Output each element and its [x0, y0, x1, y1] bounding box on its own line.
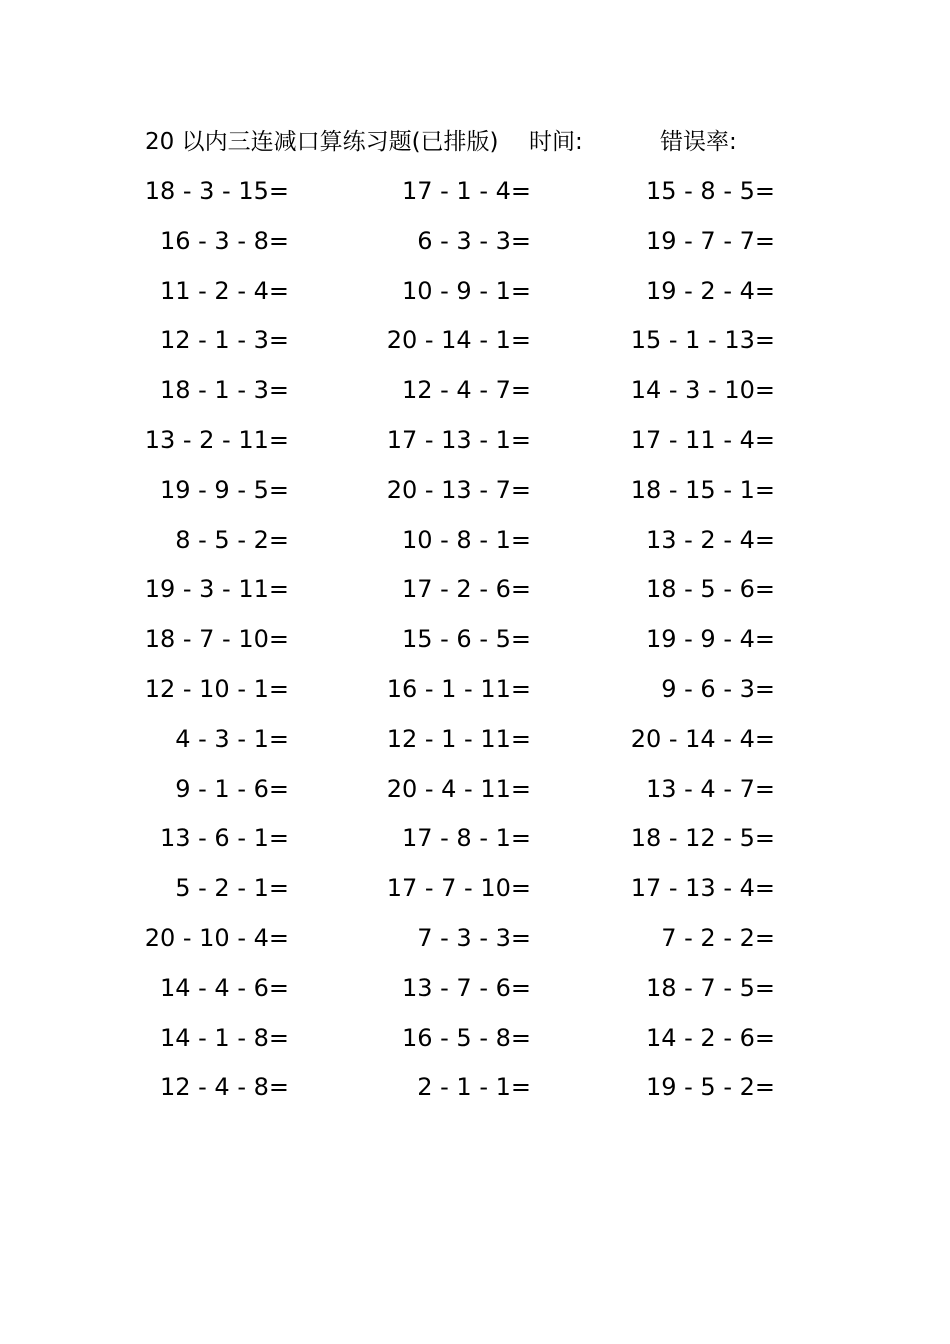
problem-row [0, 173, 950, 223]
problem-cell: 18 - 1 - 3= [159, 376, 289, 405]
problem-row [0, 721, 950, 771]
problem-cell: 20 - 10 - 4= [144, 923, 289, 952]
problem-cell: 19 - 9 - 4= [645, 625, 775, 654]
problem-cell: 18 - 15 - 1= [630, 475, 775, 504]
problem-cell: 16 - 5 - 8= [401, 1023, 531, 1052]
problem-cell: 10 - 9 - 1= [401, 276, 531, 305]
problem-cell: 4 - 3 - 1= [175, 724, 289, 753]
problem-row [0, 571, 950, 621]
problem-cell: 14 - 2 - 6= [645, 1023, 775, 1052]
time-label: 时间: [529, 129, 583, 155]
problem-cell: 18 - 12 - 5= [630, 824, 775, 853]
problem-row [0, 671, 950, 721]
problem-cell: 9 - 1 - 6= [175, 774, 289, 803]
problem-cell: 17 - 7 - 10= [386, 874, 531, 903]
problem-cell: 17 - 1 - 4= [401, 177, 531, 205]
problem-row [0, 771, 950, 821]
problem-cell: 17 - 11 - 4= [630, 425, 775, 454]
problem-cell: 13 - 2 - 11= [144, 425, 289, 454]
problem-cell: 17 - 2 - 6= [401, 575, 531, 604]
error-rate-label: 错误率: [660, 129, 737, 155]
problem-cell: 20 - 4 - 11= [386, 774, 531, 803]
problem-cell: 12 - 10 - 1= [144, 674, 289, 703]
problem-cell: 15 - 8 - 5= [645, 177, 775, 205]
problem-cell: 19 - 5 - 2= [645, 1073, 775, 1102]
problem-cell: 13 - 2 - 4= [645, 525, 775, 554]
problem-cell: 20 - 14 - 4= [630, 724, 775, 753]
problem-cell: 17 - 13 - 1= [386, 425, 531, 454]
problem-row [0, 422, 950, 472]
problem-cell: 2 - 1 - 1= [417, 1073, 531, 1102]
problem-cell: 19 - 9 - 5= [159, 475, 289, 504]
problem-row [0, 621, 950, 671]
problem-cell: 15 - 1 - 13= [630, 326, 775, 355]
problem-cell: 13 - 7 - 6= [401, 973, 531, 1002]
problem-row [0, 1069, 950, 1119]
problem-row [0, 322, 950, 372]
problem-cell: 20 - 14 - 1= [386, 326, 531, 355]
problem-cell: 18 - 7 - 10= [144, 625, 289, 654]
problem-cell: 12 - 4 - 7= [401, 376, 531, 405]
problem-cell: 16 - 1 - 11= [386, 674, 531, 703]
problem-cell: 7 - 3 - 3= [417, 923, 531, 952]
problem-cell: 20 - 13 - 7= [386, 475, 531, 504]
problem-cell: 5 - 2 - 1= [175, 874, 289, 903]
problem-row [0, 372, 950, 422]
problem-cell: 12 - 1 - 3= [159, 326, 289, 355]
problem-row [0, 920, 950, 970]
problem-cell: 6 - 3 - 3= [417, 226, 531, 255]
problem-cell: 13 - 4 - 7= [645, 774, 775, 803]
problem-cell: 14 - 3 - 10= [630, 376, 775, 405]
problem-cell: 9 - 6 - 3= [661, 674, 775, 703]
problem-cell: 12 - 1 - 11= [386, 724, 531, 753]
problem-row [0, 472, 950, 522]
problem-cell: 18 - 7 - 5= [645, 973, 775, 1002]
problem-cell: 18 - 3 - 15= [144, 177, 289, 205]
problem-cell: 17 - 13 - 4= [630, 874, 775, 903]
problem-row [0, 820, 950, 870]
problem-cell: 10 - 8 - 1= [401, 525, 531, 554]
problem-cell: 12 - 4 - 8= [159, 1073, 289, 1102]
problem-cell: 19 - 3 - 11= [144, 575, 289, 604]
problem-grid [0, 173, 950, 1119]
problem-cell: 13 - 6 - 1= [159, 824, 289, 853]
problem-row [0, 223, 950, 273]
problem-row [0, 1020, 950, 1070]
worksheet-header [145, 124, 845, 160]
problem-row [0, 273, 950, 323]
problem-cell: 18 - 5 - 6= [645, 575, 775, 604]
problem-cell: 7 - 2 - 2= [661, 923, 775, 952]
problem-cell: 19 - 2 - 4= [645, 276, 775, 305]
problem-cell: 14 - 4 - 6= [159, 973, 289, 1002]
problem-cell: 15 - 6 - 5= [401, 625, 531, 654]
problem-cell: 14 - 1 - 8= [159, 1023, 289, 1052]
problem-row [0, 522, 950, 572]
problem-cell: 8 - 5 - 2= [175, 525, 289, 554]
problem-cell: 19 - 7 - 7= [645, 226, 775, 255]
problem-cell: 11 - 2 - 4= [159, 276, 289, 305]
problem-row [0, 970, 950, 1020]
worksheet-title: 20 以内三连减口算练习题(已排版) [145, 129, 499, 155]
problem-cell: 16 - 3 - 8= [159, 226, 289, 255]
problem-row [0, 870, 950, 920]
problem-cell: 17 - 8 - 1= [401, 824, 531, 853]
